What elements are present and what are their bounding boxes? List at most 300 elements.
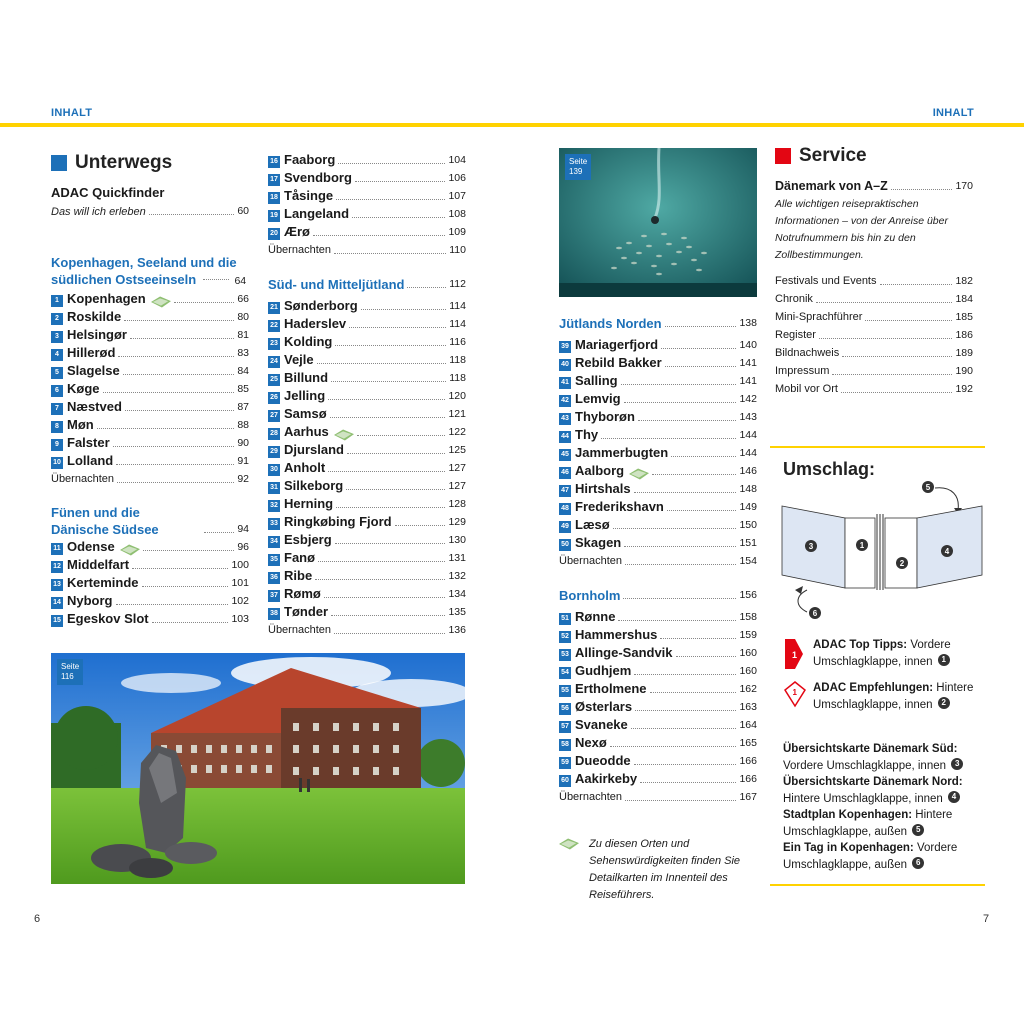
entry-name: Egeskov Slot	[67, 611, 149, 626]
page-number: 140	[739, 339, 757, 351]
entry-number-badge: 50	[559, 539, 571, 551]
entry-number-badge: 8	[51, 421, 63, 433]
leader-dots	[331, 615, 445, 616]
page-number: 114	[449, 300, 466, 312]
entry-name: Dueodde	[575, 753, 631, 768]
toc-entry[interactable]	[268, 169, 466, 187]
ref-circle: 2	[938, 697, 950, 709]
stay-row[interactable]	[268, 241, 466, 259]
toc-entry[interactable]	[268, 567, 466, 585]
leader-dots	[116, 464, 234, 465]
entry-name: Østerlars	[575, 699, 633, 714]
leader-dots	[149, 214, 235, 215]
page-number: 163	[739, 701, 757, 713]
region-3-heading[interactable]	[268, 275, 466, 293]
entry-name: Langeland	[284, 206, 350, 221]
leader-dots	[665, 366, 737, 367]
leader-dots	[621, 384, 737, 385]
toc-entry[interactable]	[559, 534, 757, 552]
entry-name: Billund	[284, 370, 329, 385]
ref-circle: 6	[912, 857, 924, 869]
toc-entry[interactable]	[559, 480, 757, 498]
entry-name: Faaborg	[284, 152, 336, 167]
page-number: 114	[449, 318, 466, 330]
region-2-list-a	[51, 538, 249, 628]
toc-entry[interactable]	[559, 336, 757, 354]
service-item[interactable]	[775, 272, 973, 290]
toc-entry[interactable]	[559, 372, 757, 390]
entry-name: Haderslev	[284, 316, 347, 331]
entry-name: Festivals und Events	[775, 275, 877, 287]
cover-num: 3	[808, 542, 814, 551]
toc-entry[interactable]	[559, 644, 757, 662]
entry-number-badge: 48	[559, 503, 571, 515]
entry-name: Hillerød	[67, 345, 116, 360]
service-az-row[interactable]	[775, 177, 973, 195]
leader-dots	[116, 604, 229, 605]
service-item[interactable]	[775, 326, 973, 344]
divider-bottom	[770, 884, 985, 886]
leader-dots	[346, 489, 445, 490]
entry-number-badge: 59	[559, 757, 571, 769]
page-number: 170	[955, 180, 973, 192]
entry-number-badge: 23	[268, 338, 280, 350]
leader-dots	[624, 402, 737, 403]
toc-entry[interactable]	[268, 585, 466, 603]
entry-name: Silkeborg	[284, 478, 344, 493]
toc-entry[interactable]	[559, 498, 757, 516]
stay-label: Übernachten	[51, 473, 114, 485]
toc-entry[interactable]	[559, 516, 757, 534]
toc-entry[interactable]	[268, 549, 466, 567]
leader-dots	[331, 381, 446, 382]
leader-dots	[203, 279, 229, 280]
page-number: 148	[739, 483, 757, 495]
stay-row[interactable]	[51, 470, 249, 488]
entry-name: Aalborg	[575, 463, 625, 478]
entry-name: Hammershus	[575, 627, 658, 642]
leader-dots	[665, 326, 737, 327]
entry-number-badge: 22	[268, 320, 280, 332]
page-number: 156	[739, 589, 757, 601]
toc-entry[interactable]	[51, 308, 249, 326]
entry-name: Mobil vor Ort	[775, 383, 838, 395]
ref-rest: Vordere Umschlagklappe, außen	[783, 842, 958, 871]
leader-dots	[676, 656, 737, 657]
toc-entry[interactable]	[268, 423, 466, 441]
region-title: Jütlands Norden	[559, 316, 662, 331]
toc-entry[interactable]	[51, 416, 249, 434]
entry-number-badge: 11	[51, 543, 63, 555]
entry-name: Esbjerg	[284, 532, 332, 547]
divider-top	[770, 446, 985, 448]
entry-number-badge: 31	[268, 482, 280, 494]
stay-row[interactable]	[559, 552, 757, 570]
entry-number-badge: 1	[51, 295, 63, 307]
page-number: 141	[739, 357, 757, 369]
toc-entry[interactable]	[51, 290, 249, 308]
page-number: 106	[448, 172, 466, 184]
leader-dots	[634, 492, 737, 493]
entry-name: Skagen	[575, 535, 622, 550]
entry-name: Ertholmene	[575, 681, 647, 696]
entry-name: Salling	[575, 373, 618, 388]
entry-name: Aarhus	[284, 424, 329, 439]
page-number: 122	[448, 426, 466, 438]
service-item[interactable]	[775, 290, 973, 308]
entry-number-badge: 34	[268, 536, 280, 548]
page-number: 146	[739, 465, 757, 477]
entry-name: Tønder	[284, 604, 329, 619]
entry-number-badge: 14	[51, 597, 63, 609]
toc-entry[interactable]	[268, 531, 466, 549]
toc-entry[interactable]	[559, 626, 757, 644]
seite-badge	[565, 154, 591, 180]
page-number: 192	[955, 383, 973, 395]
seite-badge	[57, 659, 83, 685]
region-title: Süd- und Mitteljütland	[268, 277, 405, 292]
entry-number-badge: 3	[51, 331, 63, 343]
ref-rest: Hintere Umschlagklappe, außen	[783, 809, 953, 838]
leader-dots	[623, 598, 736, 599]
page-number: 90	[237, 437, 249, 449]
page-number: 127	[448, 480, 466, 492]
toc-entry[interactable]	[559, 408, 757, 426]
leader-dots	[819, 338, 953, 339]
entry-name: Thyborøn	[575, 409, 635, 424]
page-number: 143	[739, 411, 757, 423]
leader-dots	[891, 189, 953, 190]
toc-entry[interactable]	[51, 434, 249, 452]
section-service	[775, 145, 973, 167]
cover-ref-1	[783, 774, 983, 807]
entry-number-badge: 5	[51, 367, 63, 379]
entry-number-badge: 17	[268, 174, 280, 186]
page-number-left: 6	[34, 913, 41, 925]
blue-square-icon	[51, 155, 67, 171]
leader-dots	[152, 622, 229, 623]
toc-entry[interactable]	[51, 362, 249, 380]
map-icon	[151, 296, 171, 308]
top-tipps	[783, 637, 983, 670]
leader-dots	[842, 356, 952, 357]
leader-dots	[635, 710, 736, 711]
ref-bold: Stadtplan Kopenhagen:	[783, 809, 913, 821]
page-number: 135	[448, 606, 466, 618]
entry-number-badge: 18	[268, 192, 280, 204]
toc-entry[interactable]	[268, 495, 466, 513]
toc-entry[interactable]	[268, 223, 466, 241]
stay-label: Übernachten	[268, 244, 331, 256]
entry-name: Sønderborg	[284, 298, 358, 313]
map-icon	[559, 838, 579, 850]
section-unterwegs	[51, 152, 249, 174]
entry-name: Helsingør	[67, 327, 127, 342]
page-number: 94	[237, 523, 249, 535]
leader-dots	[816, 302, 953, 303]
toc-entry[interactable]	[268, 187, 466, 205]
entry-number-badge: 24	[268, 356, 280, 368]
toc-column-1	[51, 152, 249, 628]
toc-entry[interactable]	[51, 452, 249, 470]
entry-number-badge: 26	[268, 392, 280, 404]
page-number: 166	[739, 773, 757, 785]
map-icon	[334, 429, 354, 441]
toc-entry[interactable]	[559, 390, 757, 408]
toc-entry[interactable]	[559, 680, 757, 698]
leader-dots	[103, 392, 235, 393]
toc-entry[interactable]	[268, 477, 466, 495]
entry-name: Tåsinge	[284, 188, 334, 203]
toc-entry[interactable]	[268, 205, 466, 223]
toc-column-3	[559, 314, 757, 904]
leader-dots	[865, 320, 952, 321]
leader-dots	[667, 510, 737, 511]
region-title: Fünen und die Dänische Südsee	[51, 505, 159, 537]
toc-entry[interactable]	[268, 297, 466, 315]
entry-name: Svendborg	[284, 170, 352, 185]
entry-number-badge: 55	[559, 685, 571, 697]
toc-entry[interactable]	[268, 513, 466, 531]
entry-name: Allinge-Sandvik	[575, 645, 673, 660]
entry-name: Rønne	[575, 609, 616, 624]
ref-bold: Übersichtskarte Dänemark Süd:	[783, 743, 958, 755]
page-number: 151	[739, 537, 757, 549]
toc-entry[interactable]	[559, 608, 757, 626]
page-number: 125	[448, 444, 466, 456]
quickfinder-row[interactable]	[51, 202, 249, 220]
toc-entry[interactable]	[559, 444, 757, 462]
toc-entry[interactable]	[51, 592, 249, 610]
entry-number-badge: 32	[268, 500, 280, 512]
toc-entry[interactable]	[559, 662, 757, 680]
stay-row[interactable]	[268, 621, 466, 639]
page-number: 80	[237, 311, 249, 323]
leader-dots	[660, 638, 736, 639]
leader-dots	[661, 348, 736, 349]
cover-section	[783, 459, 983, 480]
entry-number-badge: 19	[268, 210, 280, 222]
toc-entry[interactable]	[268, 405, 466, 423]
map-note	[559, 836, 749, 904]
entry-number-badge: 6	[51, 385, 63, 397]
entry-name: Frederikshavn	[575, 499, 664, 514]
cover-num: 4	[944, 547, 950, 556]
leader-dots	[338, 163, 445, 164]
leader-dots	[832, 374, 952, 375]
seite-page: 139	[569, 167, 583, 176]
leader-dots	[357, 435, 446, 436]
entry-number-badge: 52	[559, 631, 571, 643]
service-item[interactable]	[775, 308, 973, 326]
running-header-left: INHALT	[51, 107, 93, 119]
region-5-heading[interactable]	[559, 586, 757, 604]
entry-name: Lolland	[67, 453, 114, 468]
toc-entry[interactable]	[51, 398, 249, 416]
entry-number-badge: 51	[559, 613, 571, 625]
toc-entry[interactable]	[268, 459, 466, 477]
page-number: 158	[739, 611, 757, 623]
page-number: 190	[955, 365, 973, 377]
toc-entry[interactable]	[268, 351, 466, 369]
entry-name: Køge	[67, 381, 100, 396]
page-number: 162	[739, 683, 757, 695]
leader-dots	[625, 564, 736, 565]
toc-entry[interactable]	[268, 441, 466, 459]
entry-name: Nexø	[575, 735, 607, 750]
toc-entry[interactable]	[268, 387, 466, 405]
entry-number-badge: 46	[559, 467, 571, 479]
empf-rest: Hintere Umschlagklappe, innen	[813, 682, 974, 711]
service-item[interactable]	[775, 362, 973, 380]
region-4-list	[559, 336, 757, 552]
leader-dots	[317, 363, 447, 364]
entry-number-badge: 13	[51, 579, 63, 591]
entry-name: Aakirkeby	[575, 771, 638, 786]
castle-photo	[51, 653, 465, 884]
cover-ref-2	[783, 807, 983, 840]
leader-dots	[335, 345, 446, 346]
entry-number-badge: 42	[559, 395, 571, 407]
toc-entry[interactable]	[51, 326, 249, 344]
page-number: 141	[739, 375, 757, 387]
entry-number-badge: 25	[268, 374, 280, 386]
toc-entry[interactable]	[268, 315, 466, 333]
entry-name: Ringkøbing Fjord	[284, 514, 392, 529]
entry-number-badge: 16	[268, 156, 280, 168]
leader-dots	[318, 561, 445, 562]
page-number: 165	[739, 737, 757, 749]
ref-bold: Ein Tag in Kopenhagen:	[783, 842, 914, 854]
toc-entry[interactable]	[51, 556, 249, 574]
map-note-text: Zu diesen Orten und Sehenswürdigkeiten finden Sie Detailkarten im Innenteil des Reiseführers.	[589, 838, 741, 901]
page-number: 83	[237, 347, 249, 359]
aquarium-photo	[559, 148, 757, 297]
entry-number-badge: 44	[559, 431, 571, 443]
toc-entry[interactable]	[559, 354, 757, 372]
toc-entry[interactable]	[268, 333, 466, 351]
page-number: 87	[237, 401, 249, 413]
page-number-right: 7	[983, 913, 990, 925]
svg-text:1: 1	[792, 688, 797, 697]
cover-diagram	[777, 478, 987, 623]
service-az-title: Dänemark von A–Z	[775, 179, 888, 193]
page-number: 118	[449, 372, 466, 384]
page-number: 118	[449, 354, 466, 366]
page-number: 154	[739, 555, 757, 567]
cover-tips	[783, 637, 983, 873]
leader-dots	[625, 800, 736, 801]
toc-entry[interactable]	[559, 734, 757, 752]
toc-entry[interactable]	[51, 574, 249, 592]
toc-entry[interactable]	[559, 462, 757, 480]
page-number: 136	[448, 624, 466, 636]
page-number: 107	[448, 190, 466, 202]
tip-rest: Vordere Umschlagklappe, innen	[813, 639, 951, 668]
leader-dots	[97, 428, 235, 429]
page-number: 164	[739, 719, 757, 731]
toc-entry[interactable]	[559, 426, 757, 444]
toc-entry[interactable]	[51, 610, 249, 628]
region-heading	[51, 254, 249, 290]
ref-circle: 3	[951, 758, 963, 770]
page-number: 134	[448, 588, 466, 600]
cover-num: 6	[812, 609, 818, 618]
leader-dots	[407, 287, 446, 288]
toc-entry[interactable]	[268, 603, 466, 621]
toc-entry[interactable]	[51, 344, 249, 362]
stay-row[interactable]	[559, 788, 757, 806]
toc-entry[interactable]	[268, 151, 466, 169]
leader-dots	[124, 320, 234, 321]
quickfinder-title: ADAC Quickfinder	[51, 185, 165, 200]
service-item[interactable]	[775, 380, 973, 398]
leader-dots	[652, 474, 736, 475]
page-number: 92	[237, 473, 249, 485]
entry-name: Rebild Bakker	[575, 355, 662, 370]
stay-label: Übernachten	[559, 791, 622, 803]
page-number: 144	[739, 429, 757, 441]
leader-dots	[118, 356, 234, 357]
leader-dots	[315, 579, 445, 580]
entry-name: Kerteminde	[67, 575, 139, 590]
entry-number-badge: 37	[268, 590, 280, 602]
toc-entry[interactable]	[268, 369, 466, 387]
service-column	[775, 145, 973, 398]
leader-dots	[132, 568, 228, 569]
toc-column-2	[268, 151, 466, 639]
toc-entry[interactable]	[559, 752, 757, 770]
toc-entry[interactable]	[559, 698, 757, 716]
leader-dots	[143, 550, 235, 551]
leader-dots	[650, 692, 737, 693]
leader-dots	[130, 338, 234, 339]
cover-ref-3	[783, 840, 983, 873]
page-number: 66	[237, 293, 249, 305]
service-item[interactable]	[775, 344, 973, 362]
region-5-list	[559, 608, 757, 788]
region-4-heading[interactable]	[559, 314, 757, 332]
castle-photo-image	[51, 653, 465, 884]
region-heading	[51, 504, 249, 538]
entry-name: Samsø	[284, 406, 327, 421]
leader-dots	[355, 181, 446, 182]
section-title: Unterwegs	[75, 152, 173, 173]
toc-entry[interactable]	[559, 716, 757, 734]
service-list	[775, 272, 973, 398]
toc-entry[interactable]	[51, 538, 249, 556]
entry-name: Gudhjem	[575, 663, 632, 678]
cover-num: 1	[859, 541, 865, 550]
entry-name: Thy	[575, 427, 599, 442]
cover-ref-0	[783, 741, 983, 774]
ref-bold: Übersichtskarte Dänemark Nord:	[783, 776, 963, 788]
entry-number-badge: 30	[268, 464, 280, 476]
entry-name: Anholt	[284, 460, 326, 475]
toc-entry[interactable]	[559, 770, 757, 788]
leader-dots	[334, 253, 446, 254]
ref-rest: Hintere Umschlagklappe, innen	[783, 792, 943, 805]
tip-bold: ADAC Top Tipps:	[813, 639, 908, 651]
entry-number-badge: 7	[51, 403, 63, 415]
leader-dots	[618, 620, 736, 621]
ref-circle: 1	[938, 654, 950, 666]
stay-label: Übernachten	[268, 624, 331, 636]
entry-name: Kopenhagen	[67, 291, 146, 306]
toc-entry[interactable]	[51, 380, 249, 398]
ref-circle: 5	[912, 824, 924, 836]
page-number: 88	[237, 419, 249, 431]
